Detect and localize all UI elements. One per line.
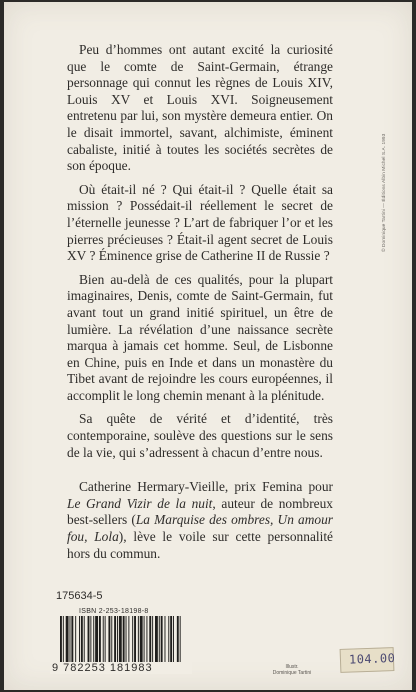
credits-line-2: Dominique Tartini [272, 670, 312, 676]
author-text-3: ), lève le voile sur cette personnalité hors du commun. [67, 529, 333, 561]
book-titles-list: La Marquise des ombres, Un amour fou, Lola [67, 512, 333, 545]
author-paragraph [67, 479, 333, 562]
cover-credits [252, 664, 332, 676]
price-value: 104.00 [348, 651, 396, 667]
blurb-paragraph-3: Bien au-delà de ces qualités, pour la plupart imaginaires, Denis, comte de Saint-Germain, fut avant tout un grand initié spirituel, un être de lumière. La révélation d’une naissance secrète marqua à jamais cet homme. Seul, de Lisbonne en Chine, puis en Inde et dans un monastère du Tibet avant de rejoindre les cours européennes, il accomplit le long chemin menant à la plénitude. [67, 271, 333, 403]
reference-number: 175634-5 [56, 590, 103, 602]
blurb-paragraph-4: Sa quête de vérité et d’identité, très contemporaine, soulève des questions sur le sens de la vie, qui s’adressent à chacun d’entre nous. [67, 411, 333, 460]
author-text-1: Catherine Hermary-Vieille, prix Femina pour [79, 479, 333, 495]
author-text-2: , auteur de nombreux best-sellers ( [67, 495, 334, 528]
isbn-label: ISBN 2-253-18198-8 [79, 608, 149, 615]
book-title-1: Le Grand Vizir de la nuit [67, 495, 213, 511]
blurb-paragraph-1: Peu d’hommes ont autant excité la curiosité que le comte de Saint-Germain, étrange personnage qui connut les règnes de Louis XIV, Louis XV et Louis XVI. Soigneusement entretenu par lui, son mystère demeura entier. On le disait immortel, savant, alchimiste, éminent cabaliste, initié à toutes les sociétés secrètes de son époque. [67, 42, 333, 174]
price-sticker [340, 647, 395, 673]
book-back-cover [4, 2, 412, 690]
blurb-paragraph-2: Où était-il né ? Qui était-il ? Quelle était sa mission ? Possédait-il réellement le secret de l’éternelle jeunesse ? L’art de fabriquer l’or et les pierres précieuses ? Était-il agent secret de Louis XV ? Éminence grise de Catherine II de Russie ? [67, 181, 333, 264]
copyright-vertical-text: © Dominique Tartini — Éditions Albin Michel S.A. 1993 [382, 133, 387, 252]
blurb-text [67, 42, 333, 569]
credits-line-1: Illustr. [285, 664, 299, 670]
barcode-digits: 9 782253 181983 [50, 662, 192, 674]
